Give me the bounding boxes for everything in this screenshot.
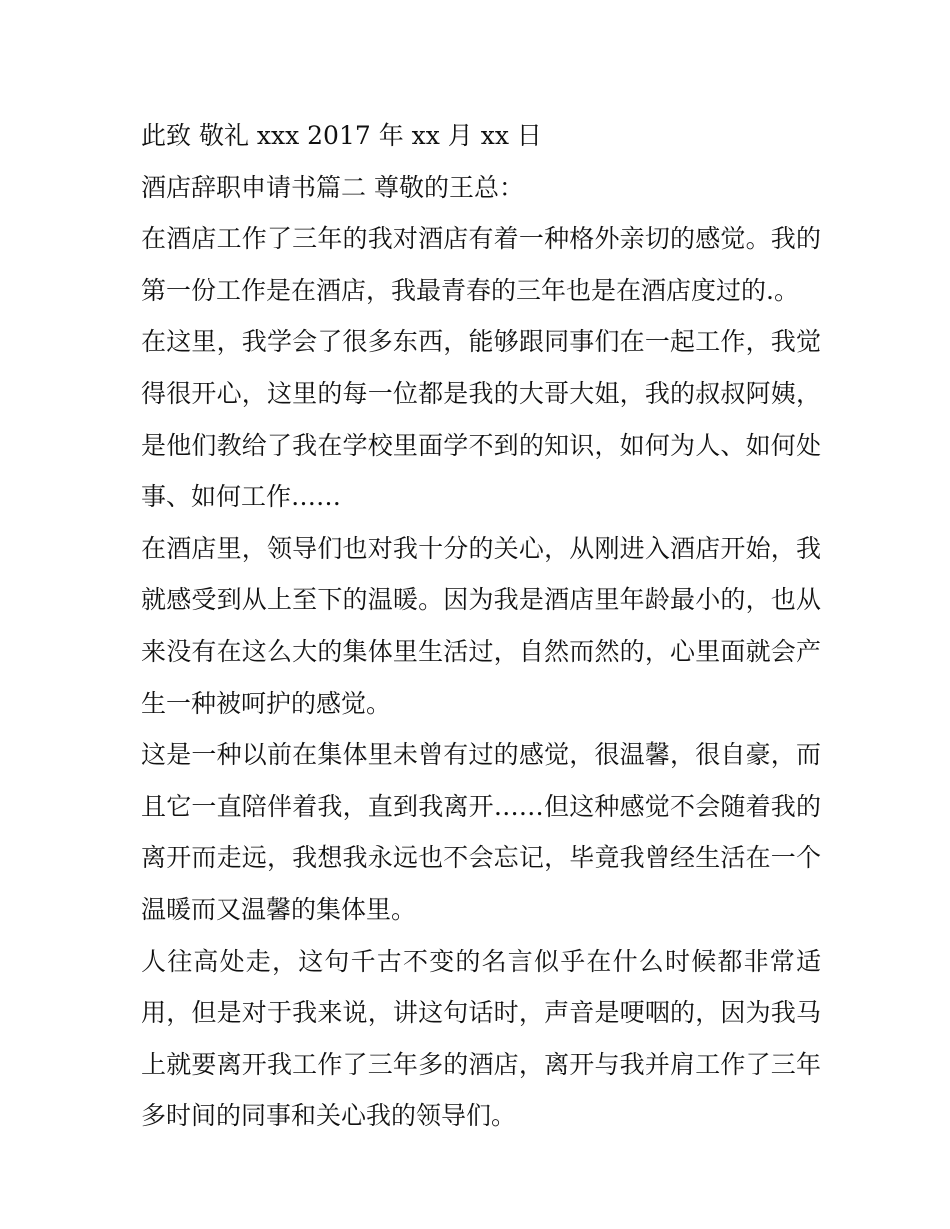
- body-paragraph: 在酒店里，领导们也对我十分的关心，从刚进入酒店开始，我就感受到从上至下的温暖。因为我是酒店里年龄最小的，也从来没有在这么大的集体里生活过，自然而然的，心里面就会产生一种被呵护的感觉。: [141, 533, 821, 718]
- body-paragraph: 在酒店工作了三年的我对酒店有着一种格外亲切的感觉。我的第一份工作是在酒店，我最青春的三年也是在酒店度过的.。: [141, 224, 821, 305]
- body-paragraph: 在这里，我学会了很多东西，能够跟同事们在一起工作，我觉得很开心，这里的每一位都是我的大哥大姐，我的叔叔阿姨，是他们教给了我在学校里面学不到的知识，如何为人、如何处事、如何工作……: [141, 327, 821, 512]
- body-paragraph: 人往高处走，这句千古不变的名言似乎在什么时候都非常适用，但是对于我来说，讲这句话时，声音是哽咽的，因为我马上就要离开我工作了三年多的酒店，离开与我并肩工作了三年多时间的同事和关心我的领导们。: [141, 946, 821, 1131]
- closing-line: 此致 敬礼 xxx 2017 年 xx 月 xx 日: [141, 121, 542, 150]
- document-body: [141, 110, 821, 1142]
- body-paragraph: 这是一种以前在集体里未曾有过的感觉，很温馨，很自豪，而且它一直陪伴着我，直到我离开……但这种感觉不会随着我的离开而走远，我想我永远也不会忘记，毕竟我曾经生活在一个温暖而又温馨的集体里。: [141, 740, 821, 924]
- letter-heading: 酒店辞职申请书篇二 尊敬的王总：: [141, 172, 524, 202]
